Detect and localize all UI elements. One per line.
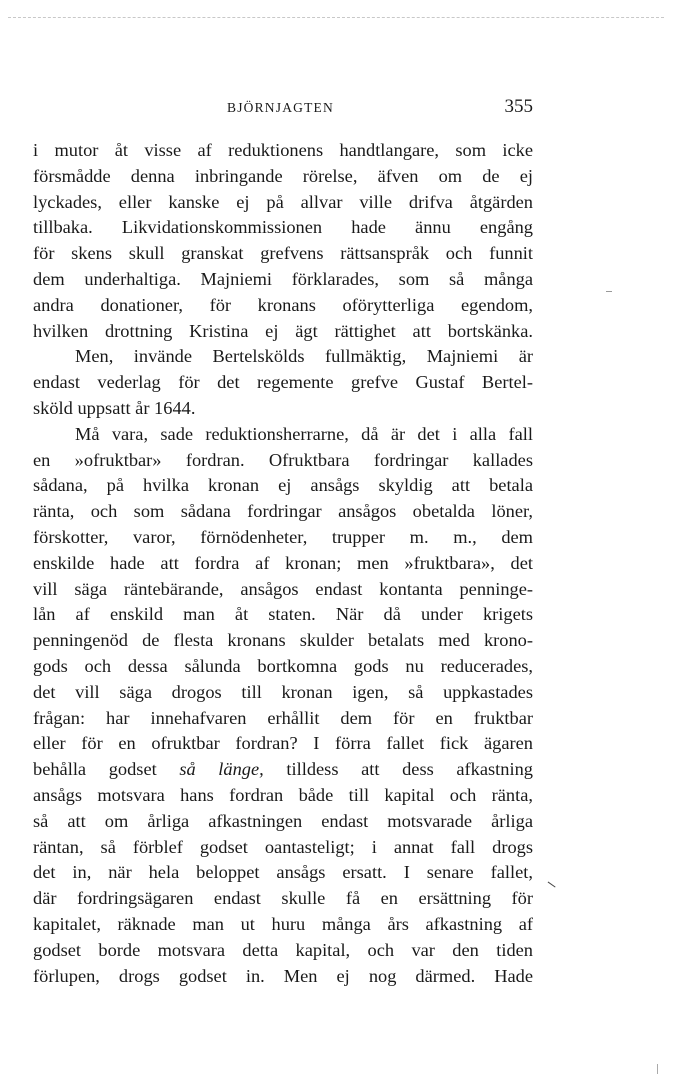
margin-mark [547, 882, 555, 888]
text-line: i mutor åt visse af reduktionens handtlangare, som icke [33, 140, 533, 160]
text-line: enskilde hade att fordra af kronan; men »fruktbara», det [33, 552, 533, 573]
text-line: förlupen, drogs godset in. Men ej nog därmed. Hade [33, 965, 533, 986]
text-line [33, 757, 533, 783]
text-line: Må vara, sade reduktionsherrarne, då är det i alla fall [75, 423, 533, 444]
text-line: så att om årliga afkastningen endast motsvarade årliga [33, 810, 533, 831]
text-run: behålla godset [33, 759, 157, 780]
edge-mark [657, 1064, 658, 1074]
running-title: BJÖRNJAGTEN [227, 100, 334, 115]
text-line: lyckades, eller kanske ej på allvar ville drifva åtgärden [33, 191, 533, 212]
text-line: eller för en ofruktbar fordran? I förra fallet fick ägaren [33, 733, 533, 754]
text-line: för skens skull granskat grefvens rättsanspråk och funnit [33, 243, 533, 264]
page-number: 355 [504, 96, 533, 117]
text-line: andra donationer, för kronans oförytterliga egendom, [33, 294, 533, 315]
text-line: sköld uppsatt år 1644. [33, 397, 196, 418]
text-line: försmådde denna inbringande rörelse, äfven om de ej [33, 165, 533, 186]
text-line: lån af enskild man åt staten. När då under krigets [33, 604, 533, 625]
text-line: en »ofruktbar» fordran. Ofruktbara fordringar kallades [33, 449, 533, 470]
text-line: räntan, så förblef godset oantasteligt; i annat fall drogs [33, 836, 533, 857]
text-line: sådana, på hvilka kronan ej ansågs skyldig att betala [33, 475, 533, 496]
text-line: det vill säga drogos till kronan igen, så uppkastades [33, 681, 533, 702]
text-line: ansågs motsvara hans fordran både till kapital och ränta, [33, 784, 533, 805]
text-line: tillbaka. Likvidationskommissionen hade ännu engång [33, 217, 533, 238]
text-line: vill säga räntebärande, ansågos endast kontanta penninge- [33, 578, 533, 599]
margin-mark [606, 291, 612, 292]
text-line: dem underhaltiga. Majniemi förklarades, som så många [33, 268, 533, 289]
text-line: penningenöd de flesta kronans skulder betalats med krono- [33, 630, 533, 651]
text-line: det in, när hela beloppet ansågs ersatt. I senare fallet, [33, 862, 533, 883]
emphasis-text: så länge, [179, 759, 264, 780]
body-text [33, 138, 533, 989]
text-line: endast vederlag för det regemente grefve Gustaf Bertel- [33, 372, 533, 393]
text-line: Men, invände Bertelskölds fullmäktig, Majniemi är [75, 346, 533, 367]
text-line: frågan: har innehafvaren erhållit dem för en fruktbar [33, 707, 533, 728]
text-line: ränta, och som sådana fordringar ansågos obetalda löner, [33, 501, 533, 522]
text-line: hvilken drottning Kristina ej ägt rättighet att bortskänka. [33, 320, 533, 341]
text-line: gods och dessa sålunda bortkomna gods nu reducerades, [33, 655, 533, 676]
text-run: tilldess att dess afkastning [286, 759, 533, 780]
text-line: kapitalet, räknade man ut huru många års afkastning af [33, 913, 533, 934]
text-line: där fordringsägaren endast skulle få en ersättning för [33, 888, 533, 909]
top-edge-rule [8, 17, 664, 18]
text-line: godset borde motsvara detta kapital, och var den tiden [33, 939, 533, 960]
page-header [33, 96, 533, 120]
text-line: förskotter, varor, förnödenheter, trupper m. m., dem [33, 526, 533, 547]
